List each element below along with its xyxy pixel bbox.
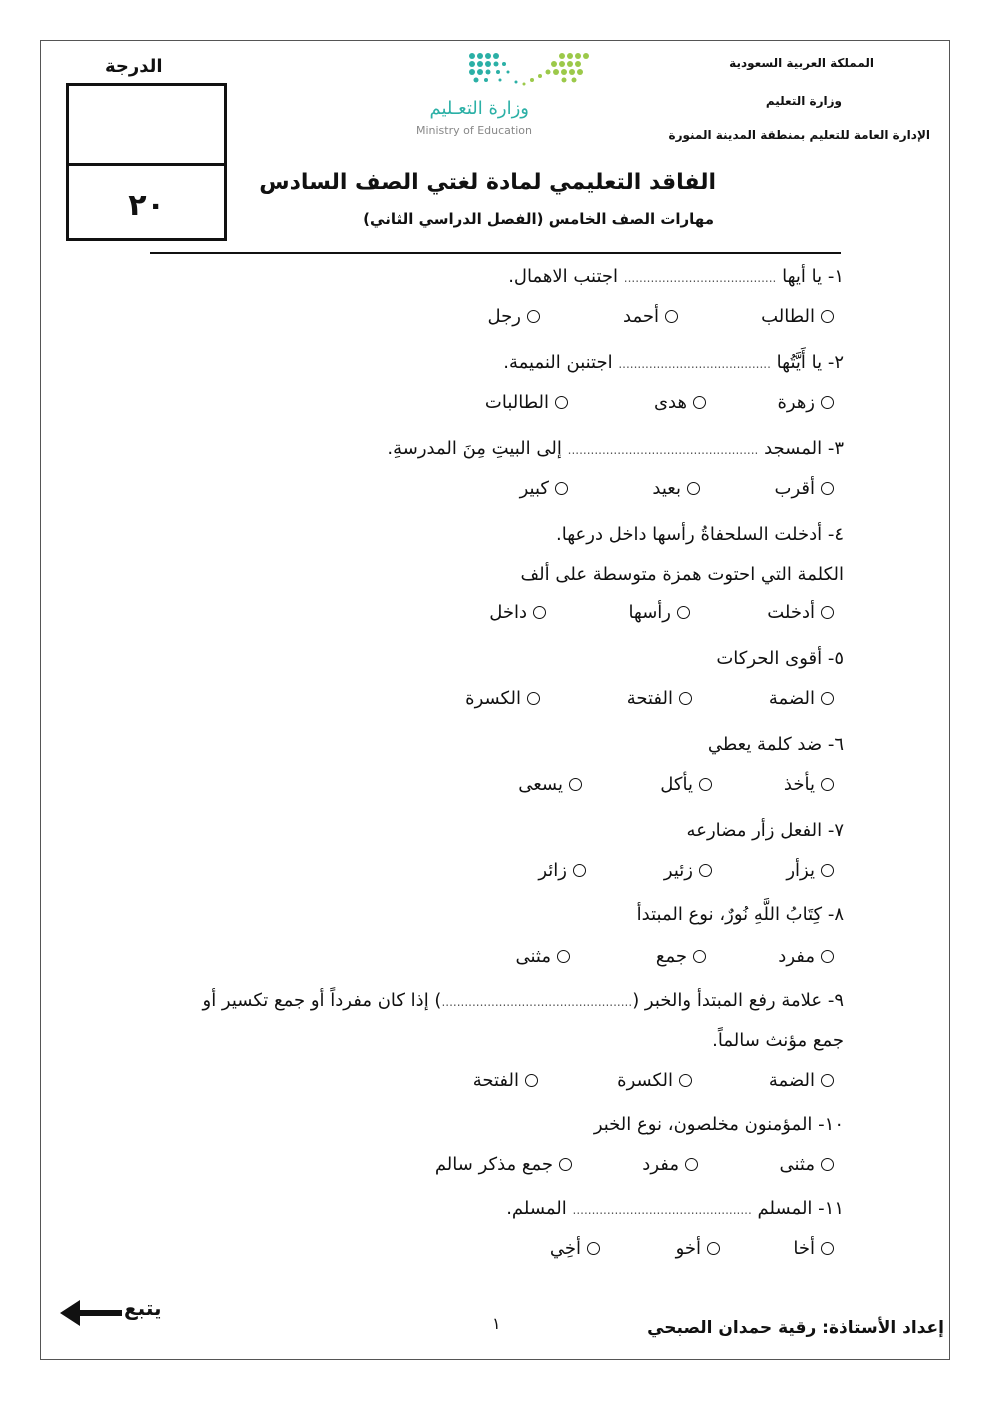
radio-circle-icon[interactable] [525, 1074, 538, 1087]
radio-circle-icon[interactable] [821, 864, 834, 877]
option-label: أقرب [774, 478, 815, 499]
answer-blank: ........................................ [623, 271, 777, 285]
question-text: ١١- المسلم [757, 1198, 844, 1219]
option-label: الكسرة [465, 688, 521, 709]
question-text: اجتنبن النميمة. [503, 352, 613, 373]
radio-circle-icon[interactable] [821, 778, 834, 791]
option-label: أخو [675, 1238, 701, 1259]
question-text: ١- يا أيها [782, 266, 844, 287]
radio-circle-icon[interactable] [699, 778, 712, 791]
radio-circle-icon[interactable] [665, 310, 678, 323]
option-label: يسعى [518, 774, 563, 795]
option-label: يزأر [786, 860, 815, 881]
arrow-left-icon [58, 1296, 122, 1330]
radio-circle-icon[interactable] [685, 1158, 698, 1171]
radio-circle-icon[interactable] [707, 1242, 720, 1255]
option-label: أدخلت [767, 602, 815, 623]
ministry-logo [404, 50, 594, 142]
score-divider [69, 163, 224, 166]
option-q3-c[interactable] [520, 478, 568, 499]
option-label: مثنى [515, 946, 551, 967]
option-label: أخا [793, 1238, 815, 1259]
radio-circle-icon[interactable] [693, 950, 706, 963]
radio-circle-icon[interactable] [687, 482, 700, 495]
question-text: المسلم. [506, 1198, 567, 1219]
option-label: رأسها [628, 602, 671, 623]
option-q6-c[interactable] [518, 774, 582, 795]
question-5: ٥- أقوى الحركات [716, 648, 844, 669]
option-label: رجل [487, 306, 521, 327]
radio-circle-icon[interactable] [821, 396, 834, 409]
option-q9-b[interactable] [617, 1070, 692, 1091]
score-label: الدرجة [105, 56, 163, 77]
question-4-prompt: الكلمة التي احتوت همزة متوسطة على ألف [520, 564, 844, 585]
option-label: الكسرة [617, 1070, 673, 1091]
option-label: داخل [489, 602, 527, 623]
question-6: ٦- ضد كلمة يعطي [707, 734, 844, 755]
option-label: أخِي [549, 1238, 581, 1259]
question-4: ٤- أدخلت السلحفاةُ رأسها داخل درعها. [556, 524, 844, 545]
option-label: مفرد [778, 946, 815, 967]
radio-circle-icon[interactable] [821, 606, 834, 619]
answer-blank: ........................................ [618, 357, 771, 371]
radio-circle-icon[interactable] [569, 778, 582, 791]
option-q11-a[interactable] [793, 1238, 834, 1259]
option-q5-a[interactable] [769, 688, 834, 709]
author-credit: إعداد الأستاذة: رقية حمدان الصبحي [647, 1318, 944, 1338]
score-box [66, 83, 227, 241]
option-q11-b[interactable] [676, 1238, 720, 1259]
radio-circle-icon[interactable] [821, 482, 834, 495]
radio-circle-icon[interactable] [821, 310, 834, 323]
option-label: مفرد [642, 1154, 679, 1175]
option-q5-c[interactable] [465, 688, 540, 709]
radio-circle-icon[interactable] [693, 396, 706, 409]
option-q1-b[interactable] [623, 306, 678, 327]
question-text: ٢- يا أَيَّتُها [776, 352, 844, 373]
option-label: الضمة [768, 1070, 815, 1091]
question-text: إلى البيتِ مِنَ المدرسةِ. [387, 438, 562, 459]
option-label: الفتحة [472, 1070, 519, 1091]
ministry-label: وزارة التعليم [765, 94, 842, 108]
question-9-cont: جمع مؤنث سالماً. [712, 1030, 844, 1051]
option-label: كبير [519, 478, 549, 499]
option-q3-a[interactable] [775, 478, 834, 499]
logo-english-text: Ministry of Education [415, 124, 532, 137]
radio-circle-icon[interactable] [587, 1242, 600, 1255]
radio-circle-icon[interactable] [679, 692, 692, 705]
option-q2-a[interactable] [777, 392, 834, 413]
option-q9-c[interactable] [473, 1070, 538, 1091]
page-number: ١ [492, 1314, 501, 1333]
option-q8-b[interactable] [656, 946, 706, 967]
radio-circle-icon[interactable] [559, 1158, 572, 1171]
option-q10-b[interactable] [642, 1154, 698, 1175]
radio-circle-icon[interactable] [821, 1158, 834, 1171]
option-q9-a[interactable] [769, 1070, 834, 1091]
option-label: الفتحة [626, 688, 673, 709]
option-q6-a[interactable] [784, 774, 834, 795]
option-q1-a[interactable] [761, 306, 834, 327]
option-label: أحمد [623, 306, 659, 327]
page-subtitle: مهارات الصف الخامس (الفصل الدراسي الثاني) [363, 210, 714, 228]
question-9 [203, 990, 844, 1011]
question-text: ٩- علامة رفع المبتدأ والخبر ( [632, 990, 844, 1011]
option-q4-a[interactable] [767, 602, 834, 623]
radio-circle-icon[interactable] [679, 1074, 692, 1087]
option-q5-b[interactable] [627, 688, 692, 709]
option-q6-b[interactable] [660, 774, 712, 795]
option-label: مثنى [779, 1154, 815, 1175]
question-11 [506, 1198, 844, 1219]
option-label: بعيد [652, 478, 681, 499]
radio-circle-icon[interactable] [573, 864, 586, 877]
option-q7-a[interactable] [786, 860, 834, 881]
question-text: ) إذا كان مفرداً أو جمع تكسير أو [202, 990, 442, 1011]
directorate-label: الإدارة العامة للتعليم بمنطقة المدينة المنورة [668, 128, 930, 142]
continue-label: يتبع [124, 1296, 162, 1320]
option-q2-b[interactable] [654, 392, 706, 413]
question-7: ٧- الفعل زأر مضارعه [686, 820, 844, 841]
radio-circle-icon[interactable] [533, 606, 546, 619]
option-q10-c[interactable] [435, 1154, 572, 1175]
option-label: زائر [538, 860, 567, 881]
question-text: اجتنب الاهمال. [508, 266, 619, 287]
option-q11-c[interactable] [550, 1238, 600, 1259]
radio-circle-icon[interactable] [699, 864, 712, 877]
radio-circle-icon[interactable] [821, 1074, 834, 1087]
question-3 [387, 438, 844, 459]
radio-circle-icon[interactable] [557, 950, 570, 963]
radio-circle-icon[interactable] [555, 396, 568, 409]
radio-circle-icon[interactable] [555, 482, 568, 495]
page-title: الفاقد التعليمي لمادة لغتي الصف السادس [259, 170, 716, 195]
radio-circle-icon[interactable] [821, 950, 834, 963]
answer-blank: ............................................... [572, 1203, 752, 1217]
question-text: ٣- المسجد [764, 438, 844, 459]
option-label: يأخذ [783, 774, 815, 795]
option-label: جمع مذكر سالم [434, 1154, 553, 1175]
option-label: زئير [663, 860, 693, 881]
option-q1-c[interactable] [488, 306, 540, 327]
answer-blank: .................................................. [441, 995, 633, 1009]
radio-circle-icon[interactable] [527, 692, 540, 705]
option-q7-c[interactable] [538, 860, 586, 881]
question-1 [508, 266, 844, 287]
radio-circle-icon[interactable] [821, 1242, 834, 1255]
radio-circle-icon[interactable] [527, 310, 540, 323]
option-q4-c[interactable] [489, 602, 546, 623]
question-10: ١٠- المؤمنون مخلصون، نوع الخبر [593, 1114, 844, 1135]
option-q4-b[interactable] [628, 602, 690, 623]
header-rule [150, 252, 841, 254]
option-label: الطالب [761, 306, 815, 327]
logo-dots-icon [404, 50, 594, 98]
option-label: يأكل [660, 774, 693, 795]
option-label: زهرة [777, 392, 815, 413]
option-q7-b[interactable] [664, 860, 712, 881]
option-q10-a[interactable] [779, 1154, 834, 1175]
option-q8-c[interactable] [515, 946, 570, 967]
option-label: الضمة [768, 688, 815, 709]
option-q2-c[interactable] [485, 392, 568, 413]
score-value: ٢٠ [128, 188, 165, 223]
radio-circle-icon[interactable] [677, 606, 690, 619]
option-label: الطالبات [484, 392, 549, 413]
question-8: ٨- كِتَابُ اللَّهِ نُورٌ، نوع المبتدأ [636, 904, 844, 925]
logo-arabic-text: وزارة التعـليم [429, 98, 529, 119]
continue-indicator[interactable] [58, 1296, 178, 1330]
kingdom-label: المملكة العربية السعودية [729, 56, 874, 70]
answer-blank: .................................................. [567, 443, 759, 457]
radio-circle-icon[interactable] [821, 692, 834, 705]
option-q3-b[interactable] [652, 478, 700, 499]
option-label: هدى [653, 392, 687, 413]
option-q8-a[interactable] [778, 946, 834, 967]
option-label: جمع [655, 946, 687, 967]
question-2 [503, 352, 844, 373]
